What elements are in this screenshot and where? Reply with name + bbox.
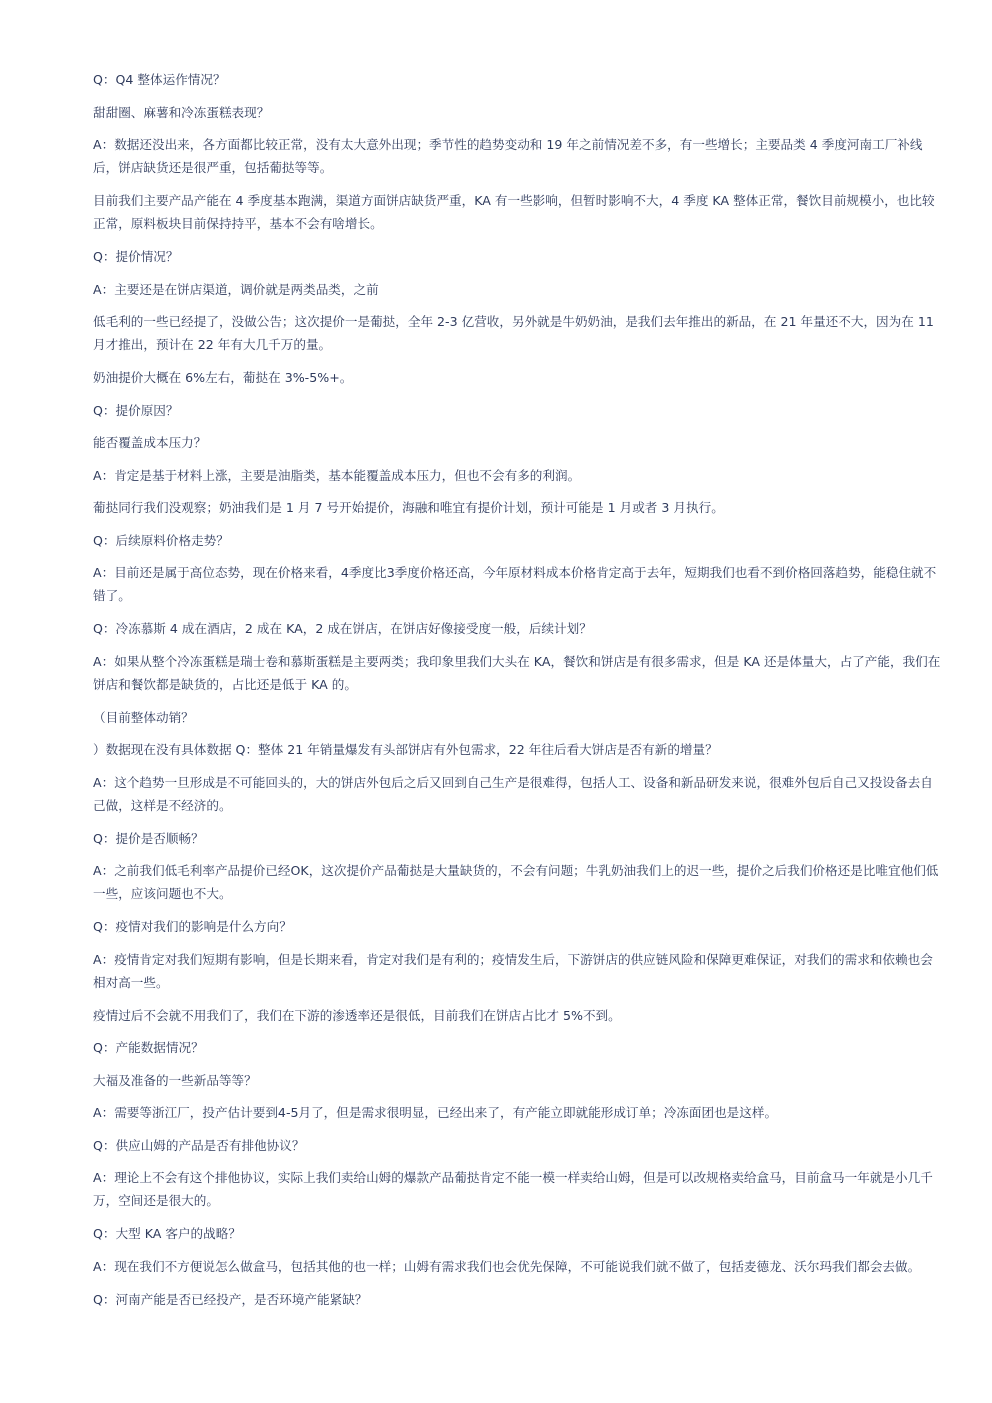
- question: Q：疫情对我们的影响是什么方向？: [93, 919, 292, 934]
- answer-continuation: 奶油提价大概在 6%左右，葡挞在 3%-5%+。: [93, 370, 353, 385]
- answer: A：目前还是属于高位态势，现在价格来看，4季度比3季度价格还高，今年原材料成本价格肯定高于去年，短期我们也看不到价格回落趋势，能稳住就不错了。: [93, 565, 937, 603]
- question-continuation: 大福及准备的一些新品等等？: [93, 1072, 257, 1088]
- answer: A：现在我们不方便说怎么做盒马，包括其他的也一样；山姆有需求我们也会优先保障，不可能说我们就不做了，包括麦德龙、沃尔玛我们都会去做。: [93, 1258, 921, 1274]
- answer: A：这个趋势一旦形成是不可能回头的，大的饼店外包后之后又回到自己生产是很难得，包括人工、设备和新品研发来说，很难外包后自己又投设备去自己做，这样是不经济的。: [93, 774, 933, 813]
- answer-continuation: 目前我们主要产品产能在 4 季度基本跑满，渠道方面饼店缺货严重，KA 有一些影响，但暂时影响不大，4 季度 KA 整体正常，餐饮目前规模小，也比较正常，原料板块目前保持持平，基本不会有啥增长。: [93, 193, 935, 231]
- answer: A：理论上不会有这个排他协议，实际上我们卖给山姆的爆款产品葡挞肯定不能一模一样卖给山姆，但是可以改规格卖给盒马，目前盒马一年就是小几千万，空间还是很大的。: [93, 1170, 933, 1208]
- question: Q：提价情况？: [93, 249, 179, 264]
- answer-and-question: ）数据现在没有具体数据 Q：整体 21 年销量爆发有头部饼店有外包需求，22 年往后看大饼店是否有新的增量？: [93, 742, 718, 757]
- question: Q：提价原因？: [93, 402, 179, 418]
- answer: A：肯定是基于材料上涨，主要是油脂类，基本能覆盖成本压力，但也不会有多的利润。: [93, 467, 581, 483]
- answer: A：如果从整个冷冻蛋糕是瑞士卷和慕斯蛋糕是主要两类；我印象里我们大头在 KA，餐饮和饼店是有很多需求，但是 KA 还是体量大，占了产能，我们在饼店和餐饮都是缺货的，占比还是低于 KA 的。: [93, 653, 941, 692]
- answer: A：主要还是在饼店渠道，调价就是两类品类，之前: [93, 281, 379, 297]
- question-continuation: 甜甜圈、麻薯和冷冻蛋糕表现？: [93, 104, 270, 120]
- question: Q：冷冻慕斯 4 成在酒店，2 成在 KA，2 成在饼店，在饼店好像接受度一般，后续计划？: [93, 621, 592, 636]
- question: Q：后续原料价格走势？: [93, 532, 229, 548]
- answer: A：之前我们低毛利率产品提价已经OK，这次提价产品葡挞是大量缺货的，不会有问题；牛乳奶油我们上的迟一些，提价之后我们价格还是比唯宜他们低一些，应该问题也不大。: [93, 863, 939, 901]
- question: Q：提价是否顺畅？: [93, 830, 204, 846]
- question: Q：Q4 整体运作情况？: [93, 72, 226, 87]
- answer-continuation: 低毛利的一些已经提了，没做公告；这次提价一是葡挞，全年 2-3 亿营收，另外就是牛奶奶油，是我们去年推出的新品，在 21 年量还不大，因为在 11 月才推出，预计在 22 年有大几千万的量。: [93, 314, 934, 352]
- question: Q：供应山姆的产品是否有排他协议？: [93, 1137, 305, 1153]
- document-body: [93, 68, 945, 1320]
- answer: A：疫情肯定对我们短期有影响，但是长期来看，肯定对我们是有利的；疫情发生后，下游饼店的供应链风险和保障更难保证，对我们的需求和依赖也会相对高一些。: [93, 951, 933, 990]
- question: Q：产能数据情况？: [93, 1040, 204, 1055]
- answer-continuation: 葡挞同行我们没观察；奶油我们是 1 月 7 号开始提价，海融和唯宜有提价计划，预计可能是 1 月或者 3 月执行。: [93, 500, 724, 515]
- question: Q：大型 KA 客户的战略？: [93, 1226, 241, 1241]
- answer: A：需要等浙江厂，投产估计要到4-5月了，但是需求很明显，已经出来了，有产能立即就能形成订单；冷冻面团也是这样。: [93, 1105, 778, 1120]
- question: Q：河南产能是否已经投产，是否环境产能紧缺？: [93, 1291, 368, 1307]
- answer-continuation: 疫情过后不会就不用我们了，我们在下游的渗透率还是很低，目前我们在饼店占比才 5%不到。: [93, 1007, 621, 1023]
- question: （目前整体动销？: [93, 709, 194, 725]
- answer: A：数据还没出来，各方面都比较正常，没有太大意外出现；季节性的趋势变动和 19 年之前情况差不多，有一些增长；主要品类 4 季度河南工厂补线后，饼店缺货还是很严重，包括葡挞等等。: [93, 137, 923, 175]
- question-continuation: 能否覆盖成本压力？: [93, 435, 207, 450]
